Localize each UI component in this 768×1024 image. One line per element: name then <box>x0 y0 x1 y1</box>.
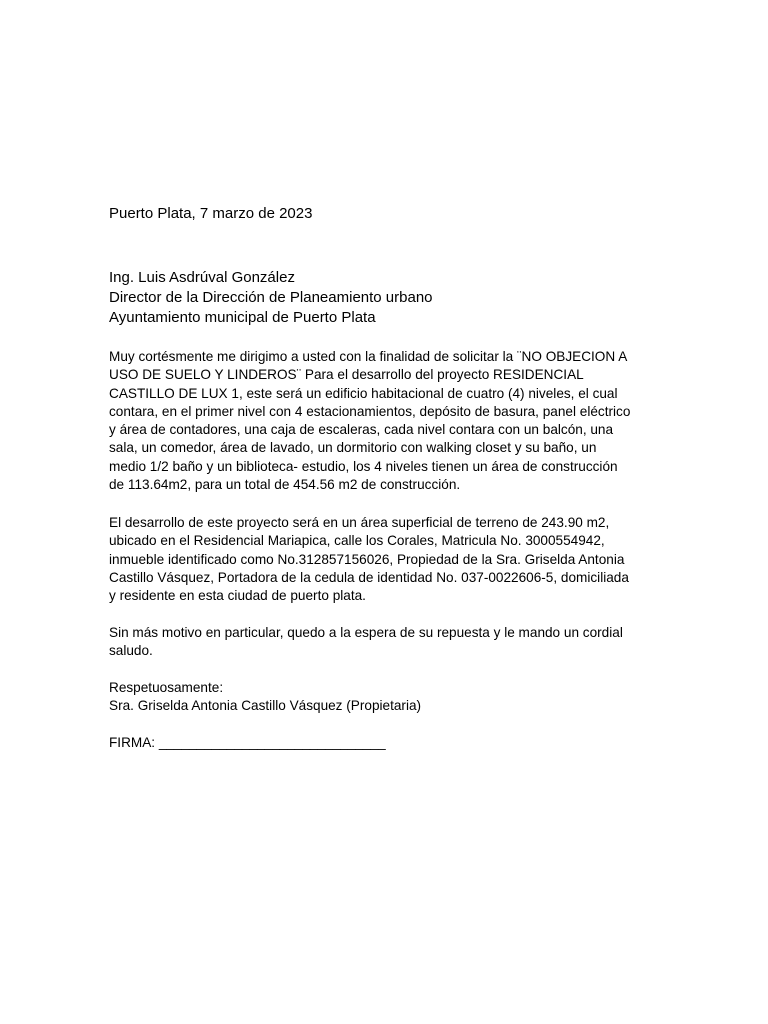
text-line: El desarrollo de este proyecto será en un área superficial de terreno de 243.90 m2, <box>109 515 610 530</box>
date-line: Puerto Plata, 7 marzo de 2023 <box>109 205 313 222</box>
text-line: y área de contadores, una caja de escaleras, cada nivel contara con un balcón, una <box>109 422 614 438</box>
text-line: medio 1/2 baño y un biblioteca- estudio, los 4 niveles tienen un área de construcción <box>109 458 618 474</box>
text-line: sala, un comedor, área de lavado, un dormitorio con walking closet y su baño, un <box>109 440 597 456</box>
text-line: Muy cortésmente me dirigimo a usted con la finalidad de solicitar la ¨NO OBJECION A <box>109 349 628 364</box>
signature-line: FIRMA: ______________________________ <box>109 735 386 750</box>
text-line: Sin más motivo en particular, quedo a la espera de su repuesta y le mando un cordial <box>109 625 623 640</box>
text-line: inmueble identificado como No.312857156026, Propiedad de la Sra. Griselda Antonia <box>109 551 625 567</box>
text-line: CASTILLO DE LUX 1, este será un edificio habitacional de cuatro (4) niveles, el cual <box>109 385 618 401</box>
paragraph-request <box>109 348 669 494</box>
text-line: USO DE SUELO Y LINDEROS¨ Para el desarrollo del proyecto RESIDENCIAL <box>109 367 584 383</box>
text-line: Castillo Vásquez, Portadora de la cedula de identidad No. 037-0022606-5, domiciliada <box>109 569 629 585</box>
text-line: y residente en esta ciudad de puerto plata. <box>109 588 366 604</box>
signer-name: Sra. Griselda Antonia Castillo Vásquez (Propietaria) <box>109 698 422 714</box>
closing-block <box>109 679 669 716</box>
text-line: saludo. <box>109 643 153 659</box>
text-line: contara, en el primer nivel con 4 estacionamientos, depósito de basura, panel eléctrico <box>109 403 631 419</box>
paragraph-farewell <box>109 624 669 661</box>
paragraph-property <box>109 514 669 605</box>
recipient-organization: Ayuntamiento municipal de Puerto Plata <box>109 309 376 326</box>
recipient-block <box>109 268 433 328</box>
recipient-title: Director de la Dirección de Planeamiento urbano <box>109 289 433 306</box>
text-line: de 113.64m2, para un total de 454.56 m2 de construcción. <box>109 477 461 493</box>
signature-field <box>109 734 669 752</box>
closing-salutation: Respetuosamente: <box>109 680 224 695</box>
recipient-name: Ing. Luis Asdrúval González <box>109 269 295 286</box>
text-line: ubicado en el Residencial Mariapica, calle los Corales, Matricula No. 3000554942, <box>109 533 605 549</box>
